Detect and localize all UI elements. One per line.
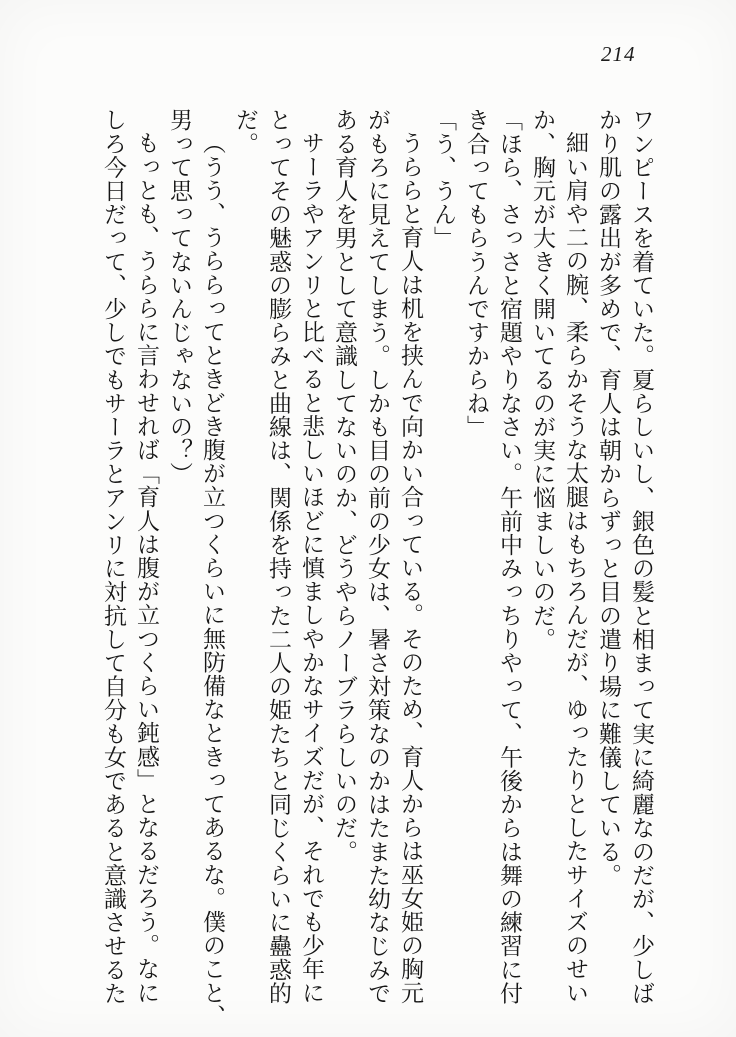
page-number: 214: [601, 42, 636, 66]
text-line: き合ってもらうんですからね」: [464, 108, 489, 439]
text-line: かり肌の露出が多めで、育人は朝からずっと目の遣り場に難儀している。: [596, 108, 621, 887]
text-line: サーラやアンリと比べると悲しいほどに慎ましやかなサイズだが、それでも少年に: [299, 131, 324, 1005]
text-line: （うう、うららってときどき腹が立つくらいに無防備なときってあるな。僕のこと、: [200, 131, 225, 1028]
text-line: ワンピースを着ていた。夏らしいし、銀色の髪と相まって実に綺麗なのだが、少しば: [629, 108, 654, 1005]
text-line: だ。: [233, 108, 258, 156]
text-line: しろ今日だって、少しでもサーラとアンリに対抗して自分も女であると意識させるた: [101, 108, 126, 1005]
text-line: もっとも、うららに言わせれば「育人は腹が立つくらい鈍感」となるだろう。なに: [134, 131, 159, 1005]
text-line: 「ほら、さっさと宿題やりなさい。午前中みっちりやって、午後からは舞の練習に付: [497, 108, 522, 1005]
text-columns: [97, 108, 658, 1028]
text-line: ある育人を男として意識してないのか、どうやらノーブラらしいのだ。: [332, 108, 357, 864]
text-line: がもろに見えてしまう。しかも目の前の少女は、暑さ対策なのかはたまた幼なじみで: [365, 108, 390, 1005]
text-line: 「う、うん」: [431, 108, 456, 250]
text-line: か、胸元が大きく開いてるのが実に悩ましいのだ。: [530, 108, 555, 651]
text-line: とってその魅惑の膨らみと曲線は、関係を持った二人の姫たちと同じくらいに蠱惑的: [266, 108, 291, 1005]
text-line: うららと育人は机を挟んで向かい合っている。そのため、育人からは巫女姫の胸元: [398, 131, 423, 1005]
text-line: 細い肩や二の腕、柔らかそうな太腿はもちろんだが、ゆったりとしたサイズのせい: [563, 131, 588, 1005]
text-line: 男って思ってないんじゃないの？）: [167, 108, 192, 486]
